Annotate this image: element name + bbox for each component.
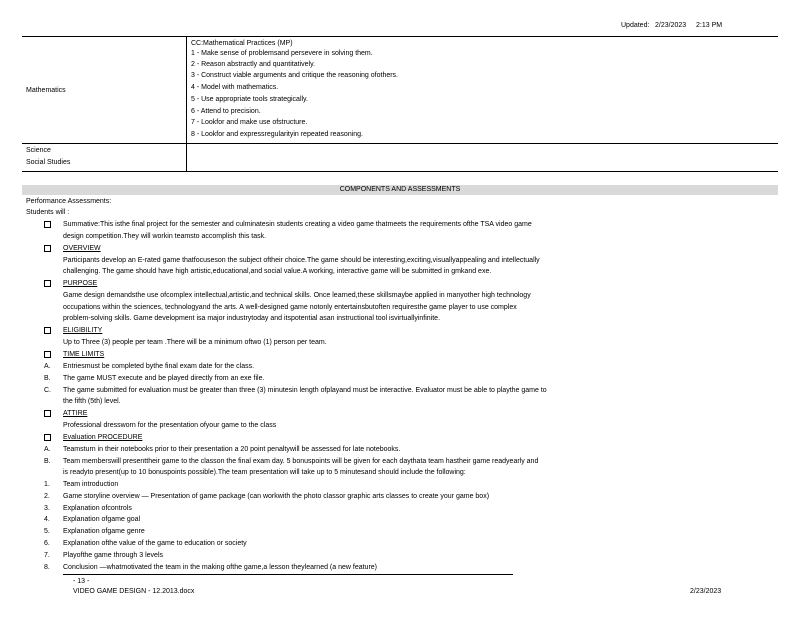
checkbox-icon <box>44 410 51 417</box>
list-number: 1. <box>44 481 50 488</box>
time-limit-c: The game submitted for evaluation must be greater than three (3) minutesin length ofplayand must be interactive. Evaluator must be able to playthe game to <box>63 387 547 394</box>
math-practice-item: 2 - Reason abstractly and quantitatively. <box>191 61 315 68</box>
performance-assessments-heading: Performance Assessments: <box>26 198 112 205</box>
list-number: 5. <box>44 528 50 535</box>
attire-text: Professional dressworn for the presentation ofyour game to the class <box>63 422 277 429</box>
list-item: Explanation ofgame goal <box>63 516 141 523</box>
evaluation-b: Team memberswill presenttheir game to the classon the final exam day. 5 bonuspoints will be given for each daythata team hastheir game readyearly and <box>63 458 539 465</box>
checkbox-icon <box>44 351 51 358</box>
summative-text: Summative:This isthe final project for the semester and culminatesin students creating a video game thatmeets the requirements ofthe TSA video game <box>63 221 532 228</box>
checkbox-icon <box>44 327 51 334</box>
list-marker: C. <box>44 387 51 394</box>
purpose-text-3: problem-solving skills. Game development isa major industrytoday and itspotential asan instructional tool isvirtuallyinfinite. <box>63 315 441 322</box>
updated-label: Updated: <box>621 22 650 29</box>
overview-text-2: challenging. The game should have high artistic,educational,and social value.A working, interactive game will be submitted in gmkand exe. <box>63 268 492 275</box>
list-number: 2. <box>44 493 50 500</box>
section-title: COMPONENTS AND ASSESSMENTS <box>339 186 461 193</box>
checkbox-icon <box>44 245 51 252</box>
overview-title: OVERVIEW <box>63 245 101 252</box>
list-marker: B. <box>44 375 51 382</box>
updated-date: 2/23/2023 <box>655 22 687 29</box>
list-item: Explanation ofgame genre <box>63 528 145 535</box>
list-end-rule <box>63 574 513 575</box>
list-number: 7. <box>44 552 50 559</box>
list-marker: A. <box>44 446 51 453</box>
attire-title: ATTIRE <box>63 410 88 417</box>
list-item: Game storyline overview — Presentation of game package (can workwith the photo classor graphic arts classes to create your game box) <box>63 493 490 500</box>
evaluation-b-2: is readyto present(up to 10 bonuspoints possible).The team presentation will take up to 5 minutesand should include the following: <box>63 469 466 476</box>
list-item: Explanation ofthe value of the game to education or society <box>63 540 247 547</box>
science-subject: Science <box>26 147 51 154</box>
math-subject: Mathematics <box>26 87 66 94</box>
list-number: 4. <box>44 516 50 523</box>
list-number: 8. <box>44 564 50 571</box>
math-practice-item: 7 - Lookfor and make use ofstructure. <box>191 119 308 126</box>
checkbox-icon <box>44 221 51 228</box>
math-practice-item: 1 - Make sense of problemsand persevere in solving them. <box>191 50 373 57</box>
math-heading: CC:Mathematical Practices (MP) <box>191 40 293 47</box>
time-limit-b: The game MUST execute and be played directly from an exe file. <box>63 375 265 382</box>
checkbox-icon <box>44 434 51 441</box>
math-practice-item: 6 - Attend to precision. <box>191 108 261 115</box>
eligibility-title: ELIGIBILITY <box>63 327 103 334</box>
checkbox-icon <box>44 280 51 287</box>
footer-doc-name: VIDEO GAME DESIGN - 12.2013.docx <box>73 588 195 595</box>
math-practice-item: 5 - Use appropriate tools strategically. <box>191 96 308 103</box>
time-limit-a: Entriesmust be completed bythe final exam date for the class. <box>63 363 255 370</box>
evaluation-procedure-title: Evaluation PROCEDURE <box>63 434 143 441</box>
summative-text-2: design competition.They will workin teamsto accomplish this task. <box>63 233 267 240</box>
math-practice-item: 8 - Lookfor and expressregularityin repeated reasoning. <box>191 131 363 138</box>
updated-time: 2:13 PM <box>696 22 723 29</box>
list-item: Conclusion —whatmotivated the team in the making ofthe game,a lesson theylearned (a new feature) <box>63 564 378 571</box>
purpose-text-2: occupations within the sciences, technologyand the arts. A well-designed game notonly entertainsbutoften requiresthe game player to use complex <box>63 304 517 311</box>
list-item: Team introduction <box>63 481 119 488</box>
list-number: 3. <box>44 505 50 512</box>
list-item: Playofthe game through 3 levels <box>63 552 164 559</box>
math-practice-item: 3 - Construct viable arguments and critique the reasoning ofothers. <box>191 72 399 79</box>
page-number: - 13 - <box>73 578 90 585</box>
time-limits-title: TIME LIMITS <box>63 351 105 358</box>
footer-date: 2/23/2023 <box>690 588 722 595</box>
list-marker: B. <box>44 458 51 465</box>
list-number: 6. <box>44 540 50 547</box>
time-limit-c-2: the fifth (5th) level. <box>63 398 121 405</box>
purpose-title: PURPOSE <box>63 280 98 287</box>
social-studies-subject: Social Studies <box>26 159 71 166</box>
list-item: Explanation ofcontrols <box>63 505 132 512</box>
eligibility-text: Up to Three (3) people per team .There will be a minimum oftwo (1) person per team. <box>63 339 327 346</box>
purpose-text: Game design demandsthe use ofcomplex intellectual,artistic,and technical skills. Once learned,these skillsmaybe applied in manyother high technology <box>63 292 531 299</box>
math-practice-item: 4 - Model with mathematics. <box>191 84 279 91</box>
list-marker: A. <box>44 363 51 370</box>
evaluation-a: Teamsturn in their notebooks prior to their presentation a 20 point penaltywill be assessed for late notebooks. <box>63 446 401 453</box>
overview-text: Participants develop an E-rated game thatfocuseson the subject oftheir choice.The game should be interesting,exciting,visuallyappealing and intellectually <box>63 257 540 264</box>
students-will-heading: Students will : <box>26 209 70 216</box>
